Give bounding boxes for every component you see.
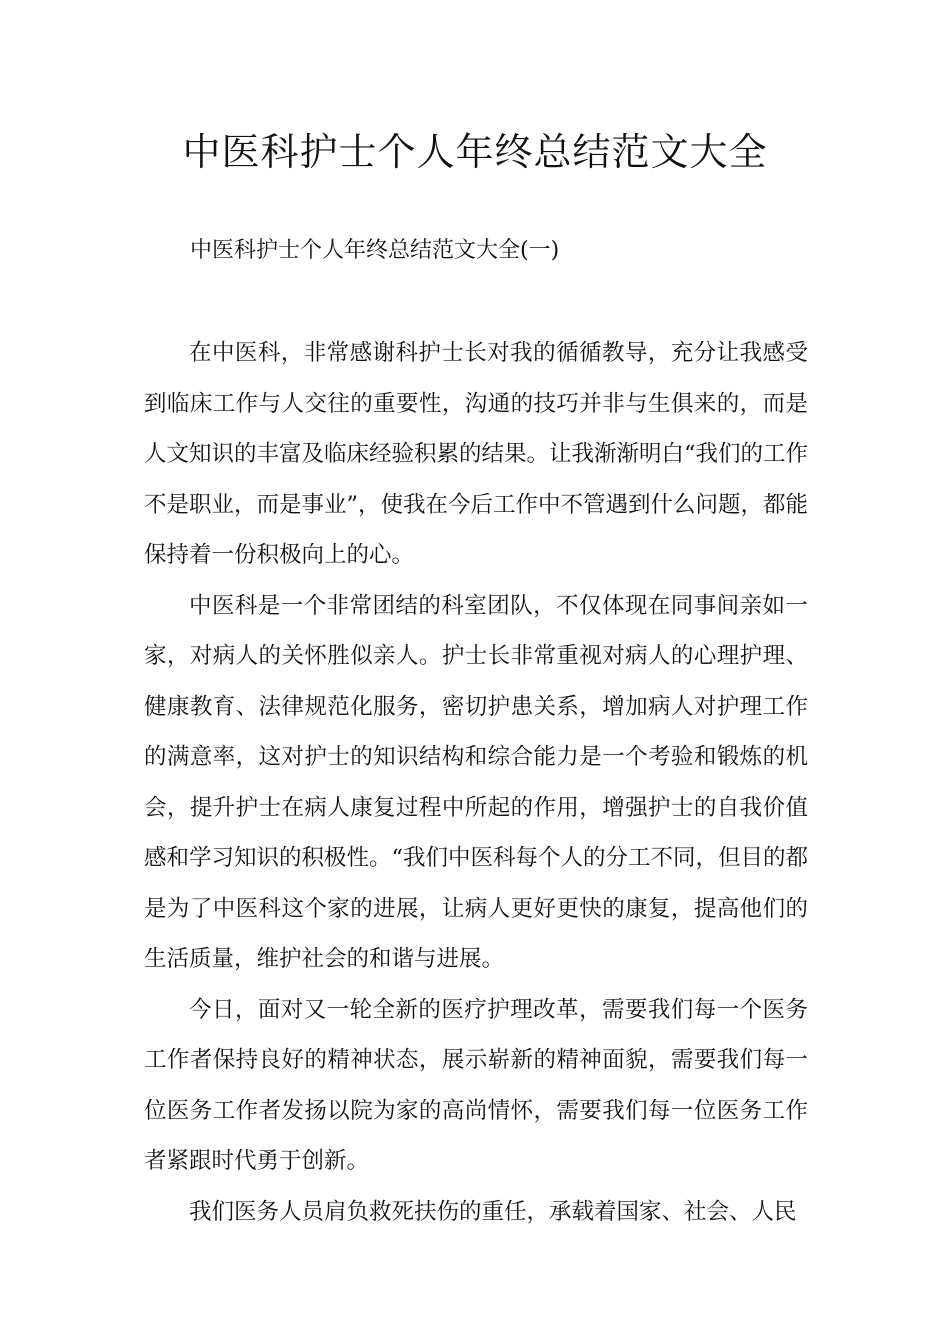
paragraph: 在中医科，非常感谢科护士长对我的循循教导，充分让我感受到临床工作与人交往的重要性，沟通的技巧并非与生俱来的，而是人文知识的丰富及临床经验积累的结果。让我渐渐明白“我们的工作不是职业，而是事业”，使我在今后工作中不管遇到什么问题，都能保持着一份积极向上的心。: [144, 340, 809, 568]
paragraph: 我们医务人员肩负救死扶伤的重任，承载着国家、社会、人民: [189, 1198, 797, 1225]
document-title: 中医科护士个人年终总结范文大全: [182, 130, 768, 174]
paragraph: 中医科是一个非常团结的科室团队，不仅体现在同事间亲如一家，对病人的关怀胜似亲人。护士长非常重视对病人的心理护理、健康教育、法律规范化服务，密切护患关系，增加病人对护理工作的满意率，这对护士的知识结构和综合能力是一个考验和锻炼的机会，提升护士在病人康复过程中所起的作用，增强护士的自我价值感和学习知识的积极性。“我们中医科每个人的分工不同，但目的都是为了中医科这个家的进展，让病人更好更快的康复，提高他们的生活质量，维护社会的和谐与进展。: [144, 592, 809, 972]
document-subtitle: 中医科护士个人年终总结范文大全(一): [190, 238, 560, 263]
document-body: [144, 328, 808, 1237]
paragraph: 今日，面对又一轮全新的医疗护理改革，需要我们每一个医务工作者保持良好的精神状态，展示崭新的精神面貌，需要我们每一位医务工作者发扬以院为家的高尚情怀，需要我们每一位医务工作者紧跟时代勇于创新。: [144, 996, 808, 1174]
